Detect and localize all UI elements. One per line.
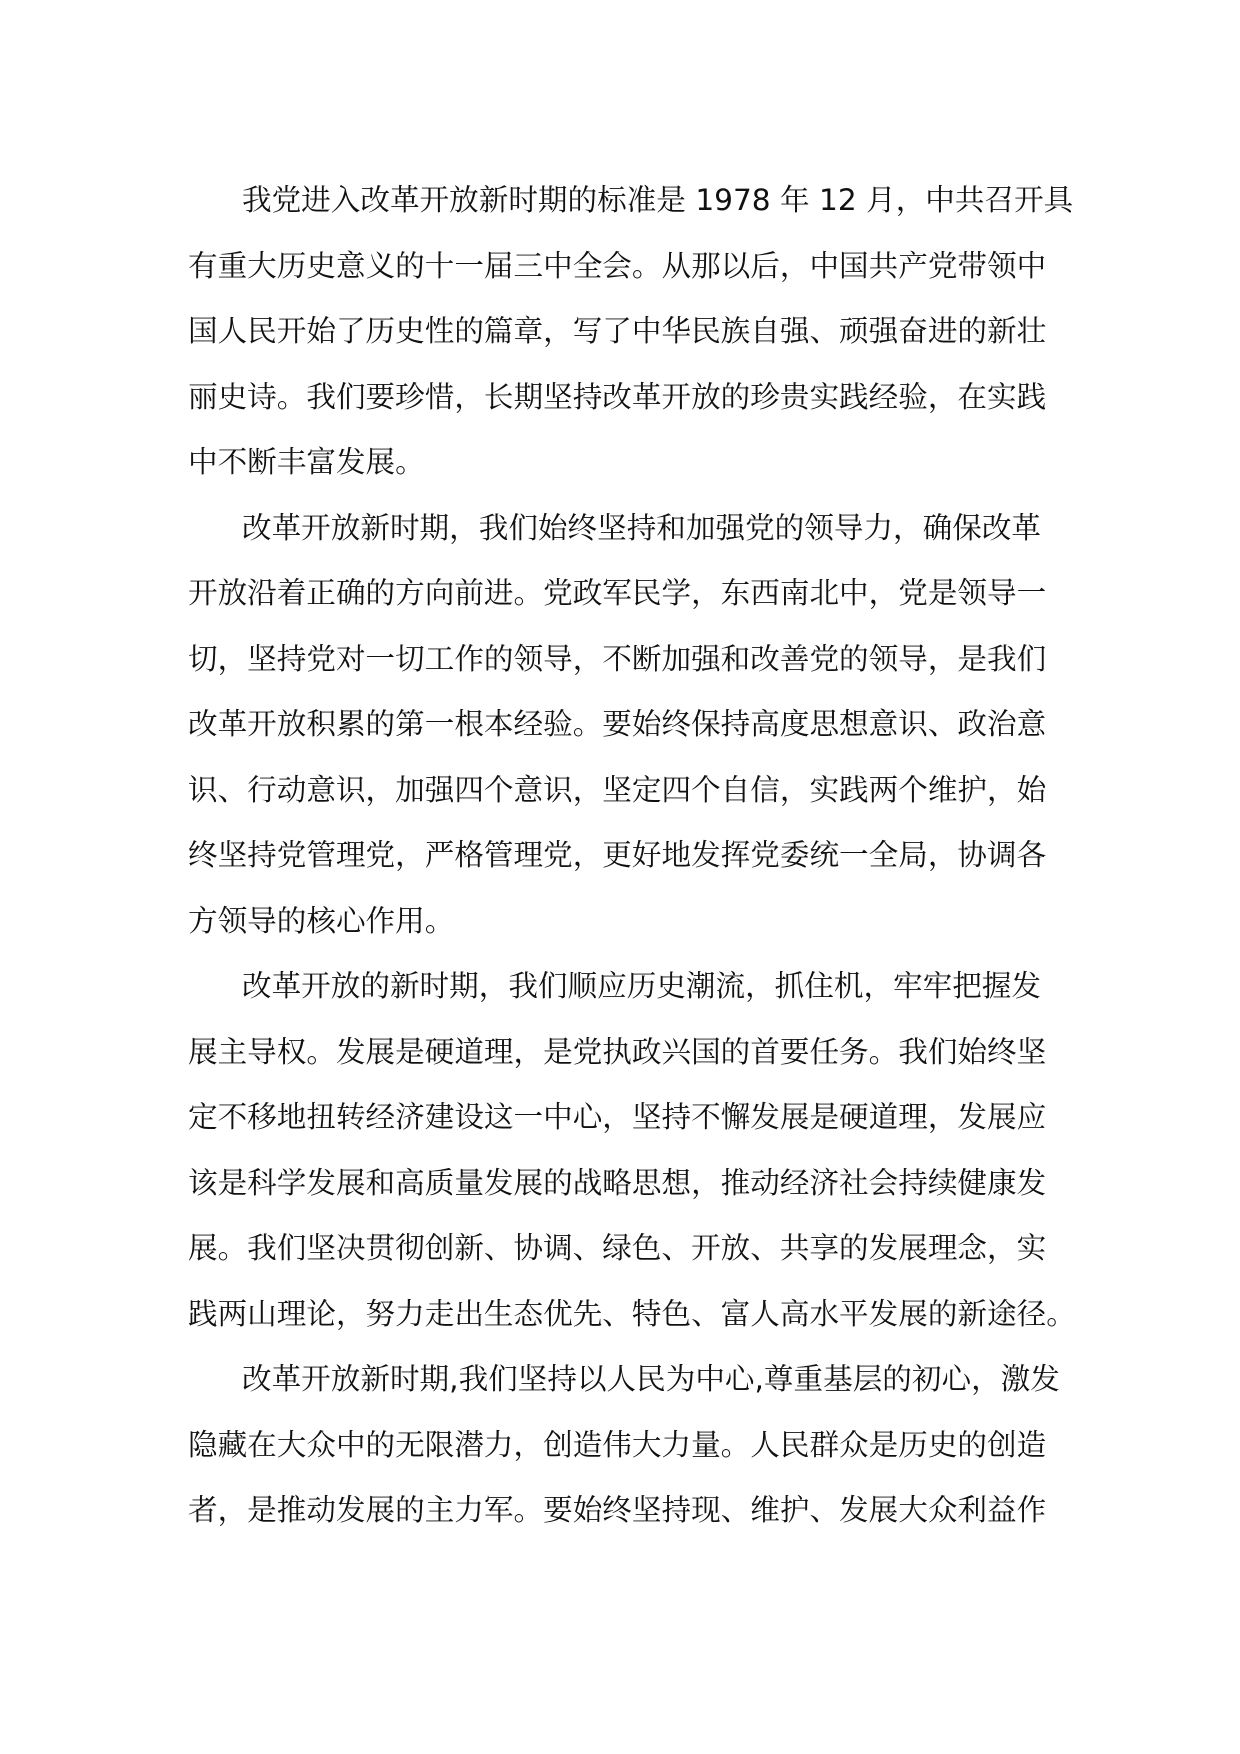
paragraph-line: 践两山理论，努力走出生态优先、特色、富人高水平发展的新途径。 — [188, 1296, 1076, 1331]
paragraph-1 — [188, 168, 1074, 496]
paragraph-line: 隐藏在大众中的无限潜力，创造伟大力量。人民群众是历史的创造 — [188, 1427, 1047, 1462]
paragraph-line: 切，坚持党对一切工作的领导，不断加强和改善党的领导，是我们 — [188, 641, 1047, 676]
paragraph-line: 改革开放积累的第一根本经验。要始终保持高度思想意识、政治意 — [188, 707, 1047, 741]
paragraph-2 — [188, 496, 1058, 955]
paragraph-line: 展主导权。发展是硬道理，是党执政兴国的首要任务。我们始终坚 — [188, 1034, 1047, 1069]
paragraph-line: 改革开放新时期,我们坚持以人民为中心,尊重基层的初心，激发 — [242, 1362, 1060, 1396]
paragraph-line: 识、行动意识，加强四个意识，坚定四个自信，实践两个维护，始 — [188, 772, 1047, 807]
paragraph-line: 展。我们坚决贯彻创新、协调、绿色、开放、共享的发展理念，实 — [188, 1231, 1047, 1265]
document-body — [188, 168, 1076, 1544]
paragraph-line: 方领导的核心作用。 — [188, 903, 455, 938]
paragraph-line: 丽史诗。我们要珍惜，长期坚持改革开放的珍贵实践经验，在实践 — [188, 379, 1047, 414]
paragraph-line: 开放沿着正确的方向前进。党政军民学，东西南北中，党是领导一 — [188, 576, 1047, 610]
paragraph-line: 改革开放新时期，我们始终坚持和加强党的领导力，确保改革 — [242, 510, 1042, 545]
paragraph-line: 定不移地扭转经济建设这一中心，坚持不懈发展是硬道理，发展应 — [188, 1100, 1047, 1134]
paragraph-line: 有重大历史意义的十一届三中全会。从那以后，中国共产党带领中 — [188, 248, 1047, 283]
paragraph-line: 我党进入改革开放新时期的标准是 1978 年 12 月，中共召开具 — [242, 183, 1074, 217]
paragraph-3 — [188, 954, 1076, 1347]
paragraph-line: 该是科学发展和高质量发展的战略思想，推动经济社会持续健康发 — [188, 1165, 1047, 1200]
paragraph-line: 中不断丰富发展。 — [188, 445, 425, 479]
paragraph-line: 改革开放的新时期，我们顺应历史潮流，抓住机，牢牢把握发 — [242, 969, 1042, 1003]
paragraph-line: 国人民开始了历史性的篇章，写了中华民族自强、顽强奋进的新壮 — [188, 314, 1047, 348]
paragraph-line: 终坚持党管理党，严格管理党，更好地发挥党委统一全局，协调各 — [188, 838, 1047, 872]
paragraph-line: 者，是推动发展的主力军。要始终坚持现、维护、发展大众利益作 — [188, 1493, 1047, 1527]
paragraph-4 — [188, 1347, 1058, 1544]
